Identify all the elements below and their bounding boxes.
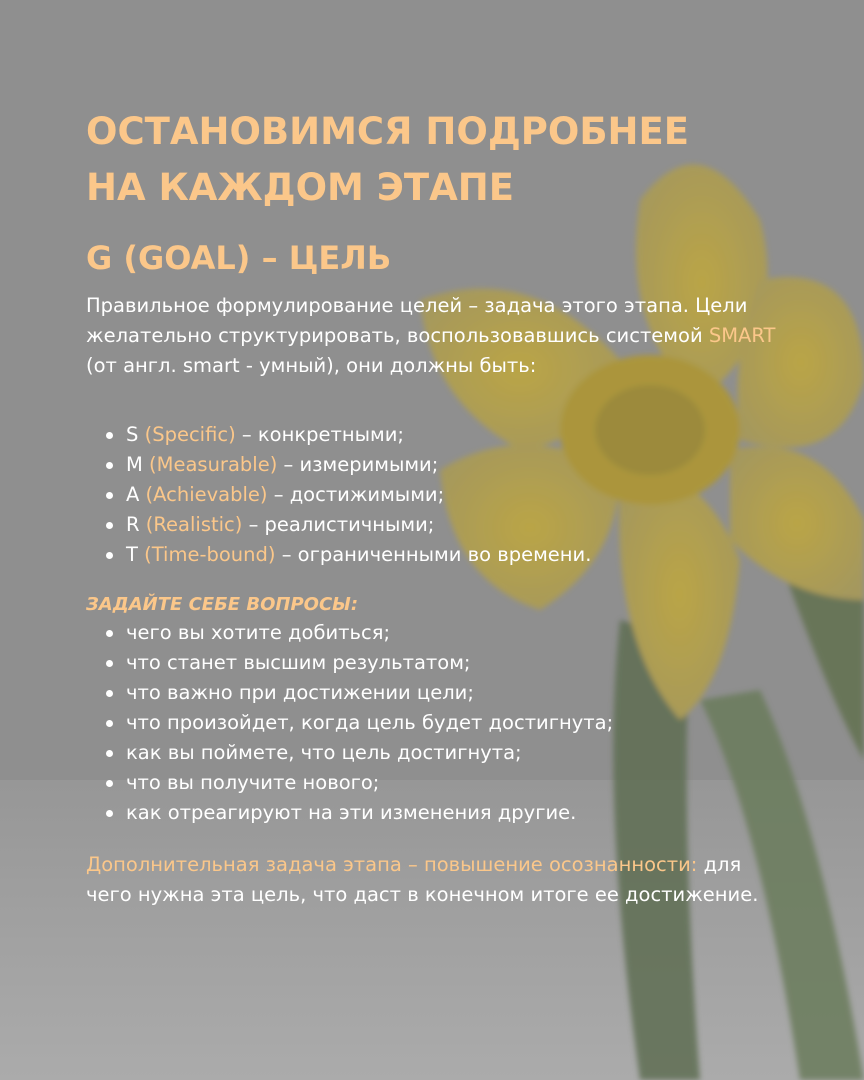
bullet-icon	[106, 492, 113, 499]
list-item	[104, 678, 613, 708]
list-item	[104, 798, 613, 828]
question-text: что вы получите нового;	[126, 771, 380, 794]
list-item	[104, 768, 613, 798]
smart-term: (Achievable)	[145, 483, 268, 506]
title-line-1: ОСТАНОВИМСЯ ПОДРОБНЕЕ	[86, 110, 690, 153]
question-text: что произойдет, когда цель будет достигнута;	[126, 711, 614, 734]
outro-highlight: Дополнительная задача этапа – повышение осознанности:	[86, 853, 698, 876]
smart-description: – измеримыми;	[277, 453, 439, 476]
smart-letter: R	[126, 513, 140, 536]
list-item	[104, 738, 613, 768]
smart-letter: A	[126, 483, 140, 506]
smart-term: (Realistic)	[145, 513, 243, 536]
title-line-2: НА КАЖДОМ ЭТАПЕ	[86, 166, 515, 209]
question-text: как вы поймете, что цель достигнута;	[126, 741, 522, 764]
list-item	[104, 708, 613, 738]
list-item	[104, 648, 613, 678]
smart-letter: T	[126, 543, 138, 566]
question-text: что станет высшим результатом;	[126, 651, 471, 674]
smart-description: – достижимыми;	[267, 483, 445, 506]
outro-text: для чего нужна эта цель, что даст в конечном итоге ее достижение.	[86, 853, 759, 906]
bullet-icon	[106, 750, 113, 757]
bullet-icon	[106, 690, 113, 697]
page-title	[86, 104, 689, 216]
question-text: чего вы хотите добиться;	[126, 621, 391, 644]
bullet-icon	[106, 780, 113, 787]
list-item	[104, 480, 591, 510]
section-heading: G (GOAL) – ЦЕЛЬ	[86, 239, 392, 277]
bullet-icon	[106, 810, 113, 817]
smart-description: – реалистичными;	[242, 513, 435, 536]
intro-paragraph	[86, 291, 776, 381]
outro-paragraph	[86, 850, 786, 910]
question-text: как отреагируют на эти изменения другие.	[126, 801, 577, 824]
intro-text-2: (от англ. smart - умный), они должны быть:	[86, 354, 537, 377]
bullet-icon	[106, 552, 113, 559]
intro-text-1: Правильное формулирование целей – задача этого этапа. Цели желательно структурировать, воспользовавшись системой	[86, 294, 748, 347]
smart-description: – ограниченными во времени.	[275, 543, 592, 566]
bullet-icon	[106, 630, 113, 637]
smart-description: – конкретными;	[235, 423, 404, 446]
smart-list	[104, 420, 591, 570]
question-text: что важно при достижении цели;	[126, 681, 474, 704]
smart-term: (Specific)	[144, 423, 236, 446]
list-item	[104, 618, 613, 648]
list-item	[104, 540, 591, 570]
smart-highlight: SMART	[708, 324, 776, 347]
list-item	[104, 450, 591, 480]
smart-term: (Measurable)	[149, 453, 278, 476]
smart-letter: M	[126, 453, 143, 476]
bullet-icon	[106, 522, 113, 529]
bullet-icon	[106, 720, 113, 727]
bullet-icon	[106, 660, 113, 667]
smart-letter: S	[126, 423, 139, 446]
list-item	[104, 510, 591, 540]
bullet-icon	[106, 432, 113, 439]
list-item	[104, 420, 591, 450]
smart-term: (Time-bound)	[144, 543, 276, 566]
questions-list	[104, 618, 613, 828]
bullet-icon	[106, 462, 113, 469]
questions-heading: ЗАДАЙТЕ СЕБЕ ВОПРОСЫ:	[86, 594, 359, 615]
